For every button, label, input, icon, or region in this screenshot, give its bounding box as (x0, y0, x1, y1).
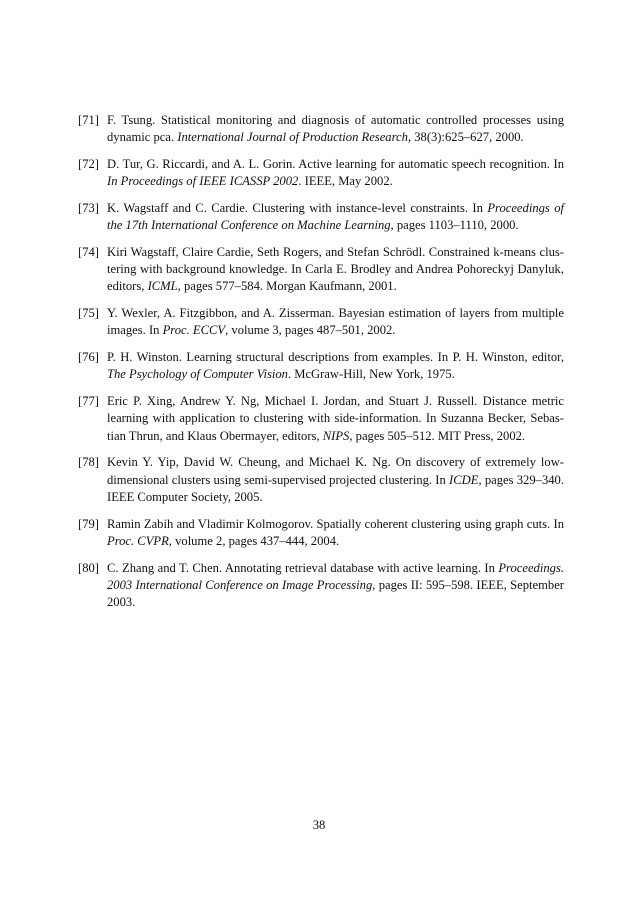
reference-text (107, 561, 564, 609)
reference-text (107, 245, 564, 293)
reference-fragment: Kiri Wagstaff, Claire Cardie, Seth Rogers, and Stefan Schrödl. Constrained k-means clustering with background knowledge. In Carla E. Brodley and Andrea Pohoreckyj Danyluk, editors, (107, 245, 564, 294)
reference-venue: Proceedings of the 17th International Conference on Machine Learning (107, 201, 565, 233)
reference-number: [80] (78, 560, 99, 575)
reference-fragment: . IEEE, May 2002. (298, 174, 393, 189)
reference-fragment: , pages 505–512. MIT Press, 2002. (349, 428, 526, 443)
reference-number: [78] (78, 455, 99, 470)
reference-venue: NIPS (322, 428, 350, 443)
reference-entry (78, 244, 564, 296)
reference-fragment: , pages 577–584. Morgan Kaufmann, 2001. (177, 279, 397, 294)
reference-number: [71] (78, 113, 99, 127)
reference-venue: ICML (147, 279, 178, 294)
reference-fragment: , pages 1103–1110, 2000. (390, 218, 519, 233)
reference-entry (78, 454, 564, 506)
reference-venue: Proc. CVPR (107, 533, 169, 548)
reference-venue: International Journal of Production Research (177, 130, 408, 145)
reference-venue: ICDE (449, 472, 479, 487)
reference-fragment: , volume 3, pages 487–501, 2002. (225, 323, 396, 338)
reference-fragment: Eric P. Xing, Andrew Y. Ng, Michael I. Jordan, and Stuart J. Russell. Distance metric learning with application to clustering with side-information. In Suzanna Becker, Sebastian Thrun, and Klaus Obermayer, editors, (107, 394, 564, 443)
reference-text (107, 113, 564, 144)
reference-venue: Proceedings. 2003 International Conference on Image Processing (107, 560, 564, 592)
reference-fragment: , pages 329–340. IEEE Computer Society, 2005. (107, 472, 564, 504)
reference-number: [79] (78, 516, 99, 531)
reference-number: [74] (78, 245, 99, 259)
reference-venue: The Psychology of Computer Vision (107, 367, 288, 382)
reference-fragment: K. Wagstaff and C. Cardie. Clustering with instance-level constraints. In (107, 201, 488, 215)
reference-text (107, 517, 564, 548)
reference-number: [72] (78, 157, 99, 171)
reference-fragment: , volume 2, pages 437–444, 2004. (168, 533, 340, 548)
reference-number: [73] (78, 201, 99, 215)
reference-text (107, 394, 564, 442)
reference-fragment: Ramin Zabih and Vladimir Kolmogorov. Spatially coherent clustering using graph cuts. In (107, 516, 564, 531)
reference-text (107, 350, 564, 381)
reference-text (107, 157, 564, 188)
reference-list (78, 112, 564, 621)
reference-number: [75] (78, 306, 99, 321)
reference-entry (78, 349, 564, 383)
reference-venue: In Proceedings of IEEE ICASSP 2002 (107, 174, 299, 189)
reference-venue: Proc. ECCV (162, 323, 226, 338)
reference-number: [76] (78, 350, 99, 365)
reference-text (107, 306, 564, 337)
reference-fragment: F. Tsung. Statistical monitoring and diagnosis of automatic controlled processes using dynamic pca. (107, 113, 564, 145)
reference-entry (78, 156, 564, 190)
reference-fragment: , 38(3):625–627, 2000. (407, 130, 524, 145)
reference-entry (78, 305, 564, 339)
reference-text (107, 455, 564, 503)
reference-fragment: , pages II: 595–598. IEEE, September 2003. (107, 577, 564, 610)
reference-entry (78, 560, 564, 612)
reference-entry (78, 200, 564, 234)
reference-entry (78, 112, 564, 146)
reference-fragment: Kevin Y. Yip, David W. Cheung, and Michael K. Ng. On discovery of extremely low-dimensional clusters using semi-supervised projected clustering. In (107, 455, 564, 487)
reference-fragment: Y. Wexler, A. Fitzgibbon, and A. Zisserman. Bayesian estimation of layers from multiple images. In (107, 306, 564, 338)
reference-fragment: D. Tur, G. Riccardi, and A. L. Gorin. Active learning for automatic speech recognition. In (107, 157, 564, 171)
reference-entry (78, 393, 564, 445)
page-number: 38 (312, 818, 326, 832)
reference-text (107, 201, 564, 232)
reference-entry (78, 516, 564, 550)
reference-fragment: P. H. Winston. Learning structural descriptions from examples. In P. H. Winston, editor, (107, 350, 564, 365)
reference-fragment: . McGraw-Hill, New York, 1975. (287, 367, 455, 382)
reference-number: [77] (78, 394, 99, 409)
reference-fragment: C. Zhang and T. Chen. Annotating retrieval database with active learning. In (107, 560, 499, 575)
